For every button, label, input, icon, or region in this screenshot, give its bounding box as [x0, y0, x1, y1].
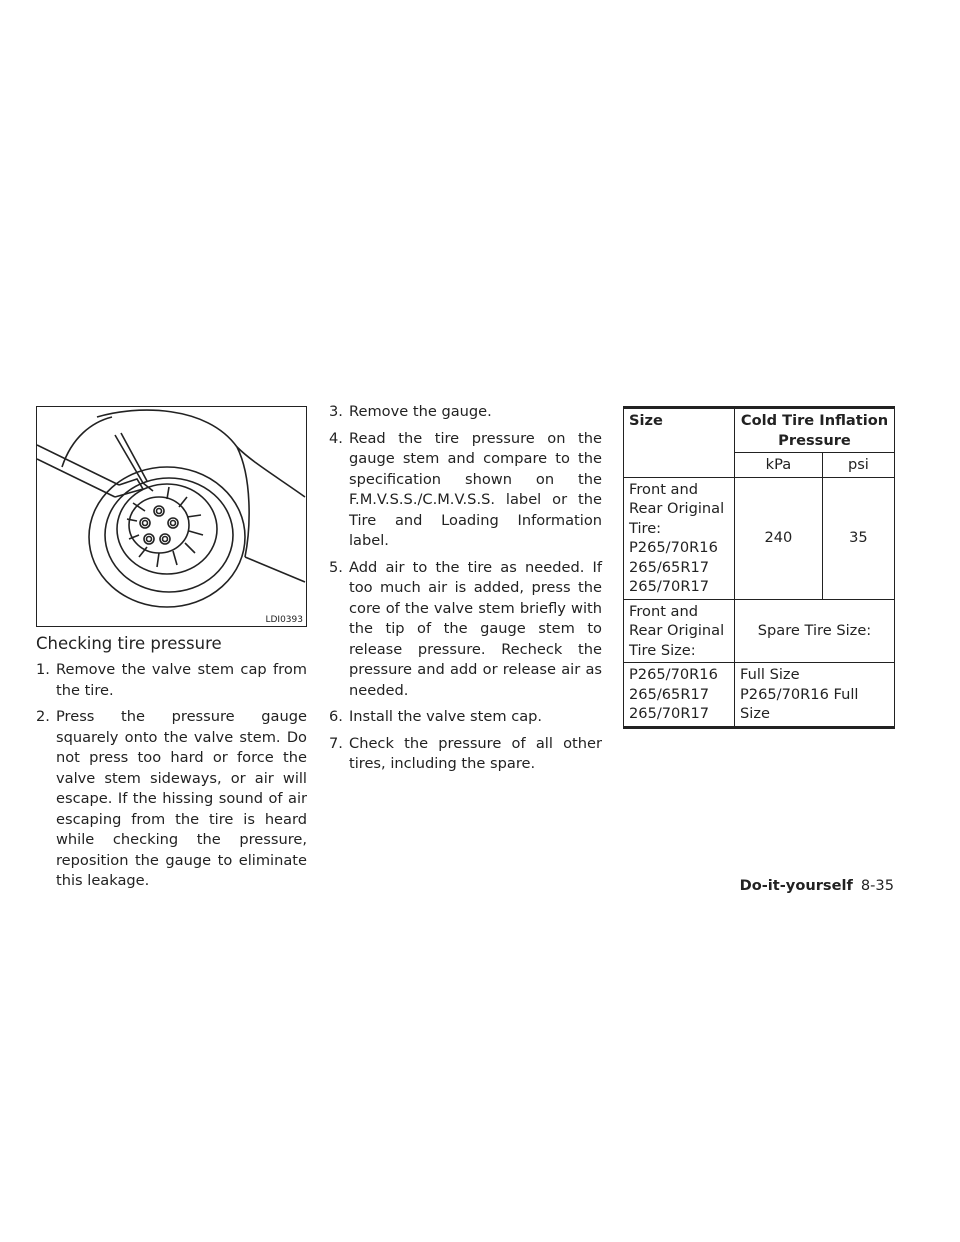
chapter-name: Do-it-yourself	[739, 877, 853, 894]
step-number: 4.	[329, 429, 343, 447]
step-text: Press the pressure gauge squarely onto the valve stem. Do not press too hard or force the valve stem sideways, or air will escape. If the hissing sound of air escaping from the tire is heard while checking the pressure, reposition the gauge to eliminate this leakage.	[56, 708, 307, 889]
list-item	[36, 707, 307, 892]
step-text: Check the pressure of all other tires, including the spare.	[349, 734, 602, 772]
right-column	[623, 406, 895, 729]
header-kpa: kPa	[735, 453, 823, 478]
page-footer	[740, 877, 894, 895]
header-cold-pressure: Cold Tire Inflation Pressure	[735, 408, 895, 453]
original-psi: 35	[822, 477, 894, 599]
header-psi: psi	[822, 453, 894, 478]
step-text: Add air to the tire as needed. If too much air is added, press the core of the valve stem briefly with the tip of the gauge stem to release pressure. Recheck the pressure and add or release air as needed.	[349, 558, 602, 699]
spare-sizes: Full Size P265/70R16 Full Size	[735, 663, 895, 728]
list-item	[329, 734, 602, 775]
step-number: 6.	[329, 708, 343, 725]
steps-list-part-1	[36, 660, 307, 892]
step-number: 2.	[36, 708, 50, 725]
list-item	[329, 707, 602, 728]
original-tire-label: Front and Rear Original Tire: P265/70R16 265/65R17 265/70R17	[624, 477, 735, 599]
page-number: 8-35	[860, 877, 894, 894]
tire-pressure-table	[623, 406, 895, 729]
step-number: 3.	[329, 403, 343, 420]
original-size-label: Front and Rear Original Tire Size:	[624, 599, 735, 663]
tire-pressure-figure	[36, 406, 307, 627]
table-header-row	[624, 408, 895, 453]
section-title: Checking tire pressure	[36, 634, 222, 653]
tire-pressure-gauge-illustration	[37, 407, 306, 626]
list-item	[36, 660, 307, 701]
list-item	[329, 402, 602, 423]
step-text: Read the tire pressure on the gauge stem and compare to the specification shown on the F.M.V.S.S./C.M.V.S.S. label or the Tire and Loading Information label.	[349, 429, 602, 549]
list-item	[329, 429, 602, 552]
spare-size-label: Spare Tire Size:	[735, 599, 895, 663]
step-number: 7.	[329, 734, 343, 752]
table-row	[624, 663, 895, 728]
step-text: Remove the gauge.	[349, 403, 492, 420]
left-column	[36, 406, 307, 898]
middle-column	[329, 402, 602, 781]
header-size: Size	[624, 408, 735, 478]
step-number: 5.	[329, 558, 343, 576]
step-text: Remove the valve stem cap from the tire.	[56, 661, 307, 699]
table-row	[624, 477, 895, 599]
original-sizes: P265/70R16 265/65R17 265/70R17	[624, 663, 735, 728]
step-text: Install the valve stem cap.	[349, 708, 543, 725]
step-number: 1.	[36, 661, 50, 678]
original-kpa: 240	[735, 477, 823, 599]
table-row	[624, 599, 895, 663]
figure-code: LDI0393	[265, 615, 303, 625]
steps-list-part-2	[329, 402, 602, 775]
list-item	[329, 558, 602, 702]
